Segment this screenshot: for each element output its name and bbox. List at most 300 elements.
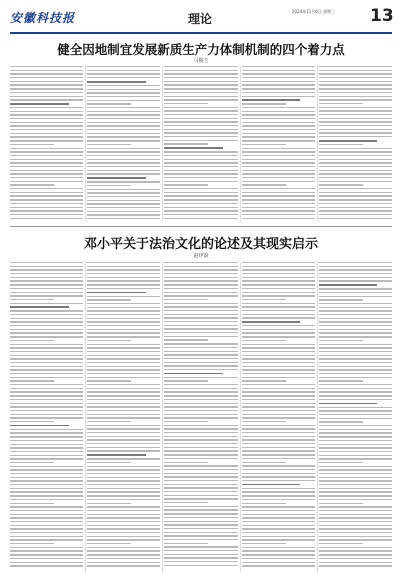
text-line bbox=[242, 129, 315, 130]
text-line bbox=[87, 173, 160, 174]
text-line bbox=[87, 133, 160, 134]
text-column bbox=[319, 262, 392, 569]
text-line bbox=[164, 436, 237, 437]
text-line bbox=[164, 347, 237, 348]
text-column bbox=[10, 262, 83, 569]
text-line bbox=[10, 151, 83, 152]
text-line bbox=[319, 525, 392, 526]
column-divider bbox=[162, 262, 163, 572]
text-line bbox=[87, 81, 146, 83]
text-line bbox=[164, 414, 237, 415]
text-line bbox=[319, 543, 363, 544]
text-line bbox=[87, 380, 131, 381]
text-line bbox=[242, 203, 315, 204]
text-line bbox=[87, 562, 160, 563]
text-line bbox=[10, 162, 83, 163]
text-column bbox=[10, 66, 83, 221]
text-line bbox=[164, 358, 237, 359]
text-line bbox=[10, 458, 83, 459]
text-line bbox=[87, 377, 160, 378]
text-line bbox=[319, 184, 363, 185]
text-line bbox=[87, 532, 160, 533]
text-line bbox=[87, 428, 160, 429]
text-line bbox=[10, 499, 83, 500]
text-line bbox=[87, 277, 160, 278]
text-line bbox=[10, 547, 83, 548]
text-line bbox=[10, 399, 83, 400]
masthead-rule bbox=[10, 32, 392, 34]
text-line bbox=[319, 214, 392, 215]
text-line bbox=[319, 436, 392, 437]
text-line bbox=[87, 454, 146, 456]
text-line bbox=[10, 532, 83, 533]
column-divider bbox=[240, 262, 241, 572]
text-line bbox=[242, 192, 315, 193]
text-line bbox=[242, 469, 315, 470]
text-line bbox=[319, 207, 392, 208]
text-line bbox=[319, 299, 363, 300]
text-line bbox=[164, 125, 237, 126]
text-line bbox=[10, 277, 83, 278]
text-line bbox=[164, 310, 237, 311]
text-line bbox=[319, 325, 392, 326]
text-line bbox=[164, 147, 223, 149]
text-line bbox=[242, 384, 315, 385]
text-line bbox=[319, 444, 392, 445]
text-line bbox=[242, 547, 315, 548]
text-line bbox=[10, 525, 83, 526]
text-line bbox=[319, 384, 392, 385]
text-line bbox=[319, 440, 392, 441]
text-line bbox=[319, 107, 392, 108]
text-line bbox=[10, 462, 54, 463]
text-line bbox=[164, 406, 237, 407]
text-line bbox=[242, 96, 315, 97]
text-line bbox=[87, 118, 160, 119]
text-column bbox=[319, 66, 392, 221]
text-line bbox=[242, 443, 315, 444]
text-line bbox=[242, 462, 286, 463]
text-line bbox=[10, 155, 83, 156]
text-line bbox=[319, 132, 392, 133]
text-line bbox=[242, 562, 315, 563]
text-line bbox=[10, 488, 83, 489]
text-line bbox=[87, 303, 160, 304]
text-line bbox=[319, 73, 392, 74]
text-line bbox=[164, 269, 237, 270]
text-line bbox=[242, 310, 315, 311]
text-line bbox=[319, 462, 363, 463]
text-line bbox=[87, 144, 131, 145]
text-line bbox=[164, 299, 208, 300]
text-line bbox=[242, 277, 315, 278]
text-line bbox=[87, 480, 160, 481]
text-line bbox=[242, 347, 315, 348]
text-line bbox=[242, 491, 315, 492]
text-line bbox=[319, 414, 392, 415]
text-line bbox=[10, 514, 83, 515]
text-line bbox=[10, 440, 83, 441]
text-line bbox=[164, 136, 237, 137]
text-line bbox=[319, 262, 392, 263]
text-line bbox=[87, 510, 160, 511]
text-line bbox=[10, 429, 83, 430]
text-line bbox=[164, 513, 237, 514]
text-line bbox=[242, 162, 315, 163]
text-line bbox=[319, 303, 392, 304]
text-line bbox=[164, 96, 237, 97]
text-line bbox=[242, 266, 315, 267]
text-line bbox=[164, 502, 208, 503]
text-line bbox=[164, 114, 237, 115]
text-line bbox=[242, 484, 301, 486]
text-line bbox=[87, 200, 160, 201]
text-line bbox=[10, 99, 83, 100]
text-line bbox=[319, 192, 392, 193]
text-line bbox=[87, 211, 160, 212]
text-line bbox=[87, 495, 160, 496]
text-line bbox=[319, 340, 363, 341]
text-line bbox=[87, 296, 160, 297]
text-line bbox=[10, 192, 83, 193]
text-line bbox=[319, 151, 392, 152]
text-line bbox=[87, 347, 160, 348]
text-line bbox=[87, 391, 160, 392]
text-line bbox=[242, 514, 315, 515]
text-line bbox=[87, 280, 160, 281]
text-line bbox=[319, 480, 392, 481]
text-line bbox=[164, 280, 237, 281]
text-line bbox=[87, 443, 160, 444]
text-line bbox=[319, 332, 392, 333]
text-line bbox=[242, 403, 315, 404]
text-line bbox=[10, 262, 83, 263]
text-line bbox=[87, 425, 160, 426]
text-line bbox=[319, 536, 392, 537]
text-line bbox=[10, 70, 83, 71]
text-line bbox=[319, 355, 392, 356]
text-line bbox=[10, 303, 83, 304]
text-line bbox=[242, 170, 315, 171]
text-line bbox=[164, 192, 237, 193]
text-line bbox=[319, 495, 392, 496]
text-line bbox=[164, 88, 237, 89]
text-line bbox=[319, 114, 392, 115]
text-line bbox=[87, 395, 160, 396]
text-line bbox=[319, 166, 392, 167]
text-line bbox=[10, 88, 83, 89]
text-line bbox=[242, 99, 301, 101]
text-line bbox=[87, 384, 160, 385]
text-line bbox=[242, 321, 301, 323]
text-line bbox=[319, 362, 392, 363]
text-line bbox=[242, 144, 286, 145]
text-line bbox=[10, 195, 83, 196]
text-line bbox=[164, 546, 237, 547]
text-line bbox=[242, 503, 286, 504]
text-line bbox=[10, 203, 83, 204]
text-line bbox=[10, 517, 83, 518]
text-line bbox=[164, 443, 237, 444]
text-line bbox=[87, 284, 160, 285]
text-line bbox=[319, 562, 392, 563]
text-line bbox=[164, 306, 237, 307]
text-line bbox=[10, 73, 83, 74]
text-line bbox=[319, 292, 392, 293]
text-line bbox=[164, 509, 237, 510]
text-line bbox=[242, 177, 315, 178]
text-line bbox=[87, 103, 131, 104]
text-line bbox=[10, 395, 83, 396]
text-line bbox=[242, 306, 315, 307]
text-line bbox=[164, 195, 237, 196]
text-line bbox=[164, 266, 237, 267]
text-line bbox=[87, 85, 160, 86]
text-line bbox=[242, 373, 315, 374]
text-line bbox=[242, 355, 315, 356]
text-line bbox=[10, 314, 83, 315]
text-line bbox=[242, 140, 315, 141]
text-line bbox=[242, 199, 315, 200]
text-line bbox=[242, 362, 315, 363]
text-line bbox=[164, 92, 237, 93]
text-line bbox=[87, 344, 160, 345]
text-line bbox=[87, 336, 160, 337]
text-line bbox=[164, 403, 237, 404]
text-line bbox=[242, 366, 315, 367]
text-line bbox=[164, 77, 237, 78]
text-line bbox=[10, 84, 83, 85]
text-line bbox=[10, 295, 83, 296]
text-line bbox=[10, 351, 83, 352]
text-line bbox=[164, 303, 237, 304]
text-line bbox=[10, 284, 83, 285]
text-line bbox=[164, 369, 237, 370]
text-line bbox=[164, 351, 237, 352]
text-line bbox=[164, 277, 237, 278]
article2-byline: 赵伊浪 bbox=[193, 253, 209, 259]
text-line bbox=[10, 188, 83, 189]
text-line bbox=[319, 451, 392, 452]
text-line bbox=[242, 284, 315, 285]
text-line bbox=[242, 103, 286, 104]
text-line bbox=[164, 207, 237, 208]
text-line bbox=[319, 473, 392, 474]
text-line bbox=[87, 525, 160, 526]
text-line bbox=[10, 107, 83, 108]
text-line bbox=[10, 432, 83, 433]
text-line bbox=[87, 477, 160, 478]
column-divider bbox=[85, 66, 86, 222]
text-line bbox=[10, 410, 83, 411]
text-line bbox=[319, 77, 392, 78]
text-line bbox=[10, 391, 83, 392]
text-line bbox=[319, 503, 363, 504]
text-line bbox=[87, 325, 160, 326]
text-line bbox=[87, 185, 131, 186]
text-line bbox=[87, 406, 160, 407]
column-divider bbox=[317, 66, 318, 222]
text-line bbox=[10, 521, 83, 522]
text-line bbox=[87, 292, 146, 294]
text-line bbox=[10, 332, 83, 333]
text-line bbox=[164, 476, 237, 477]
text-line bbox=[242, 336, 315, 337]
text-line bbox=[319, 399, 392, 400]
text-line bbox=[242, 395, 315, 396]
text-line bbox=[164, 103, 208, 104]
text-line bbox=[319, 418, 392, 419]
text-line bbox=[242, 340, 286, 341]
text-line bbox=[242, 388, 315, 389]
text-line bbox=[242, 70, 315, 71]
text-line bbox=[87, 466, 160, 467]
text-line bbox=[319, 432, 392, 433]
article1-headline: 健全因地制宜发展新质生产力体制机制的四个着力点 bbox=[57, 42, 345, 57]
text-line bbox=[164, 155, 237, 156]
text-line bbox=[87, 299, 131, 300]
text-line bbox=[10, 148, 83, 149]
text-line bbox=[242, 536, 315, 537]
text-line bbox=[319, 558, 392, 559]
text-line bbox=[10, 140, 83, 141]
text-line bbox=[164, 181, 237, 182]
text-line bbox=[10, 480, 83, 481]
text-line bbox=[10, 218, 83, 219]
text-line bbox=[164, 203, 237, 204]
text-line bbox=[87, 96, 160, 97]
text-line bbox=[87, 192, 160, 193]
text-line bbox=[10, 66, 83, 67]
text-line bbox=[164, 188, 237, 189]
text-line bbox=[319, 373, 392, 374]
text-line bbox=[164, 395, 237, 396]
text-line bbox=[87, 329, 160, 330]
text-line bbox=[87, 318, 160, 319]
text-line bbox=[87, 514, 160, 515]
text-line bbox=[242, 554, 315, 555]
column-divider bbox=[240, 66, 241, 222]
text-line bbox=[164, 328, 237, 329]
text-line bbox=[164, 121, 237, 122]
text-line bbox=[319, 218, 392, 219]
text-line bbox=[164, 561, 237, 562]
article2-headline: 邓小平关于法治文化的论述及其现实启示 bbox=[83, 237, 318, 252]
text-line bbox=[87, 399, 160, 400]
text-line bbox=[242, 73, 315, 74]
article1-byline: 马俊玉 bbox=[193, 58, 209, 64]
text-line bbox=[242, 473, 315, 474]
text-line bbox=[242, 136, 315, 137]
text-line bbox=[242, 84, 315, 85]
text-line bbox=[242, 148, 315, 149]
text-line bbox=[242, 299, 286, 300]
text-line bbox=[242, 439, 315, 440]
text-line bbox=[164, 487, 237, 488]
text-line bbox=[242, 210, 315, 211]
text-line bbox=[10, 344, 83, 345]
text-line bbox=[242, 532, 315, 533]
text-line bbox=[10, 358, 83, 359]
text-line bbox=[10, 129, 83, 130]
text-line bbox=[242, 159, 315, 160]
text-column bbox=[87, 66, 160, 222]
text-line bbox=[164, 332, 237, 333]
text-line bbox=[242, 332, 315, 333]
text-line bbox=[242, 344, 315, 345]
text-line bbox=[10, 207, 83, 208]
text-line bbox=[10, 136, 83, 137]
text-line bbox=[242, 92, 315, 93]
text-line bbox=[319, 403, 378, 405]
text-line bbox=[164, 70, 237, 71]
text-line bbox=[242, 184, 286, 185]
text-line bbox=[87, 499, 160, 500]
text-line bbox=[10, 159, 83, 160]
text-line bbox=[319, 99, 392, 100]
text-line bbox=[87, 388, 160, 389]
text-line bbox=[10, 466, 83, 467]
text-line bbox=[242, 417, 315, 418]
text-line bbox=[164, 339, 208, 340]
text-line bbox=[164, 458, 237, 459]
text-line bbox=[164, 469, 237, 470]
text-line bbox=[10, 199, 83, 200]
text-line bbox=[87, 536, 160, 537]
text-line bbox=[10, 417, 83, 418]
text-line bbox=[87, 469, 160, 470]
text-line bbox=[319, 136, 392, 137]
text-line bbox=[242, 173, 315, 174]
text-line bbox=[87, 410, 160, 411]
text-line bbox=[87, 66, 160, 67]
text-line bbox=[10, 92, 83, 93]
text-line bbox=[319, 391, 392, 392]
text-line bbox=[10, 539, 83, 540]
text-line bbox=[242, 465, 315, 466]
text-line bbox=[164, 428, 237, 429]
text-line bbox=[319, 284, 378, 286]
text-line bbox=[319, 203, 392, 204]
text-line bbox=[87, 550, 160, 551]
text-line bbox=[242, 499, 315, 500]
text-line bbox=[164, 495, 237, 496]
text-line bbox=[164, 388, 237, 389]
text-line bbox=[319, 280, 392, 281]
text-line bbox=[319, 565, 392, 566]
text-line bbox=[164, 377, 237, 378]
text-line bbox=[87, 100, 160, 101]
text-line bbox=[164, 81, 237, 82]
text-line bbox=[164, 506, 237, 507]
text-line bbox=[164, 465, 237, 466]
text-line bbox=[164, 521, 237, 522]
text-line bbox=[319, 488, 392, 489]
text-line bbox=[10, 81, 83, 82]
text-line bbox=[87, 558, 160, 559]
text-line bbox=[242, 351, 315, 352]
text-line bbox=[10, 288, 83, 289]
text-line bbox=[164, 473, 237, 474]
text-line bbox=[319, 84, 392, 85]
text-line bbox=[319, 177, 392, 178]
text-line bbox=[87, 358, 160, 359]
text-line bbox=[10, 380, 54, 381]
text-line bbox=[319, 547, 392, 548]
text-line bbox=[319, 447, 392, 448]
text-line bbox=[164, 550, 237, 551]
text-line bbox=[10, 310, 83, 311]
